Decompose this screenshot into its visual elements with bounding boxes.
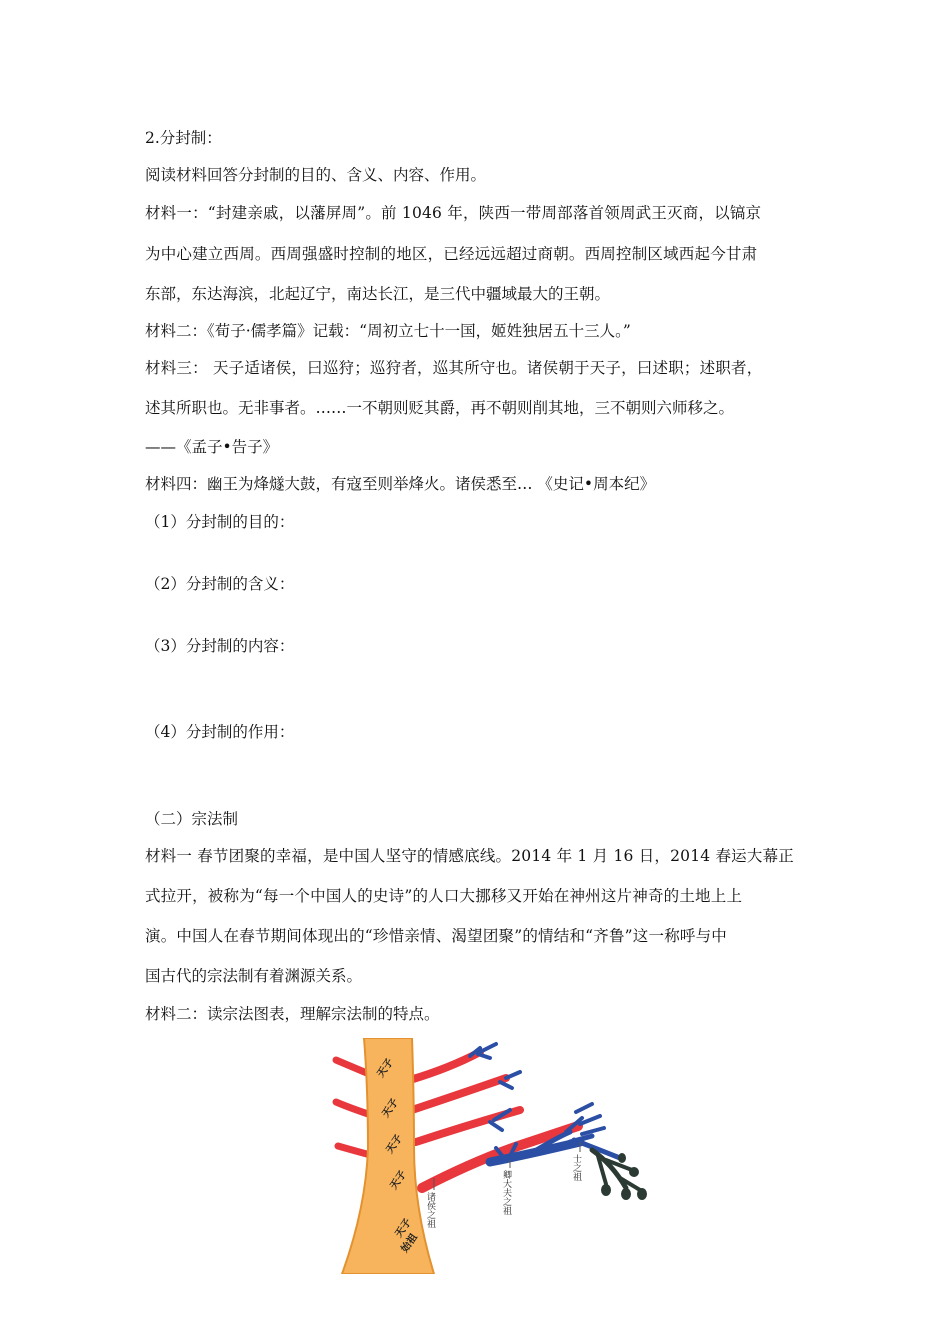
material1-line2: 为中心建立西周。西周强盛时控制的地区，已经远远超过商朝。西周控制区域西起今甘肃 xyxy=(145,245,758,263)
trunk-right-branches xyxy=(410,1052,520,1142)
material3-source: ——《孟子•告子》 xyxy=(145,438,279,456)
question-meaning: （2）分封制的含义： xyxy=(145,575,295,593)
question-effect: （4）分封制的作用： xyxy=(145,723,295,741)
zongfa-material1-line1: 材料一 春节团聚的幸福，是中国人坚守的情感底线。2014 年 1 月 16 日，2014 春运大幕正 xyxy=(145,847,794,865)
section-title: 2.分封制： xyxy=(145,129,222,147)
material4-text: 材料四：幽王为烽燧大鼓，有寇至则举烽火。诸侯悉至… 《史记•周本纪》 xyxy=(145,475,656,493)
trunk-label-3: 天子 xyxy=(384,1133,405,1156)
question-content: （3）分封制的内容： xyxy=(145,637,295,655)
branch-label-shi: 士之祖 xyxy=(571,1154,581,1181)
material1-line3: 东部，东达海滨，北起辽宁，南达长江，是三代中疆域最大的王朝。 xyxy=(145,285,611,303)
zongfa-material1-line3: 演。中国人在春节期间体现出的“珍惜亲情、渴望团聚”的情结和“齐鲁”这一称呼与中 xyxy=(145,927,727,945)
zongfa-material1-line4: 国古代的宗法制有着渊源关系。 xyxy=(145,967,363,985)
question-purpose: （1）分封制的目的： xyxy=(145,513,295,531)
trunk-label-2: 天子 xyxy=(380,1097,401,1120)
instruction-text: 阅读材料回答分封制的目的、含义、内容、作用。 xyxy=(145,166,487,184)
trunk-label-1: 天子 xyxy=(375,1057,396,1080)
material1-line1: 材料一：“封建亲戚，以藩屏周”。前 1046 年，陕西一带周部落首领周武王灭商，以镐京 xyxy=(145,204,762,222)
branch-label-zhuhou: 诸侯之祖 xyxy=(425,1192,435,1228)
zongfa-tree-diagram xyxy=(330,1038,660,1274)
material3-line2: 述其所职也。无非事者。……一不朝则贬其爵，再不朝则削其地，三不朝则六师移之。 xyxy=(145,399,735,417)
material2-text: 材料二：《荀子·儒孝篇》记载：“周初立七十一国，姬姓独居五十三人。” xyxy=(145,322,631,340)
trunk-label-4: 天子 xyxy=(388,1169,409,1192)
zongfa-material2-text: 材料二：读宗法图表，理解宗法制的特点。 xyxy=(145,1005,440,1023)
base-label-1: 天子 xyxy=(393,1217,414,1240)
material3-line1: 材料三： 天子适诸侯，曰巡狩；巡狩者，巡其所守也。诸侯朝于天子，曰述职；述职者， xyxy=(145,359,763,377)
branch-label-qingdafu: 卿大夫之祖 xyxy=(501,1170,511,1215)
zongfa-material1-line2: 式拉开，被称为“每一个中国人的史诗”的人口大挪移又开始在神州这片神奇的土地上上 xyxy=(145,887,743,905)
section2-title: （二）宗法制 xyxy=(145,810,239,828)
base-label-2: 始祖 xyxy=(399,1232,420,1255)
